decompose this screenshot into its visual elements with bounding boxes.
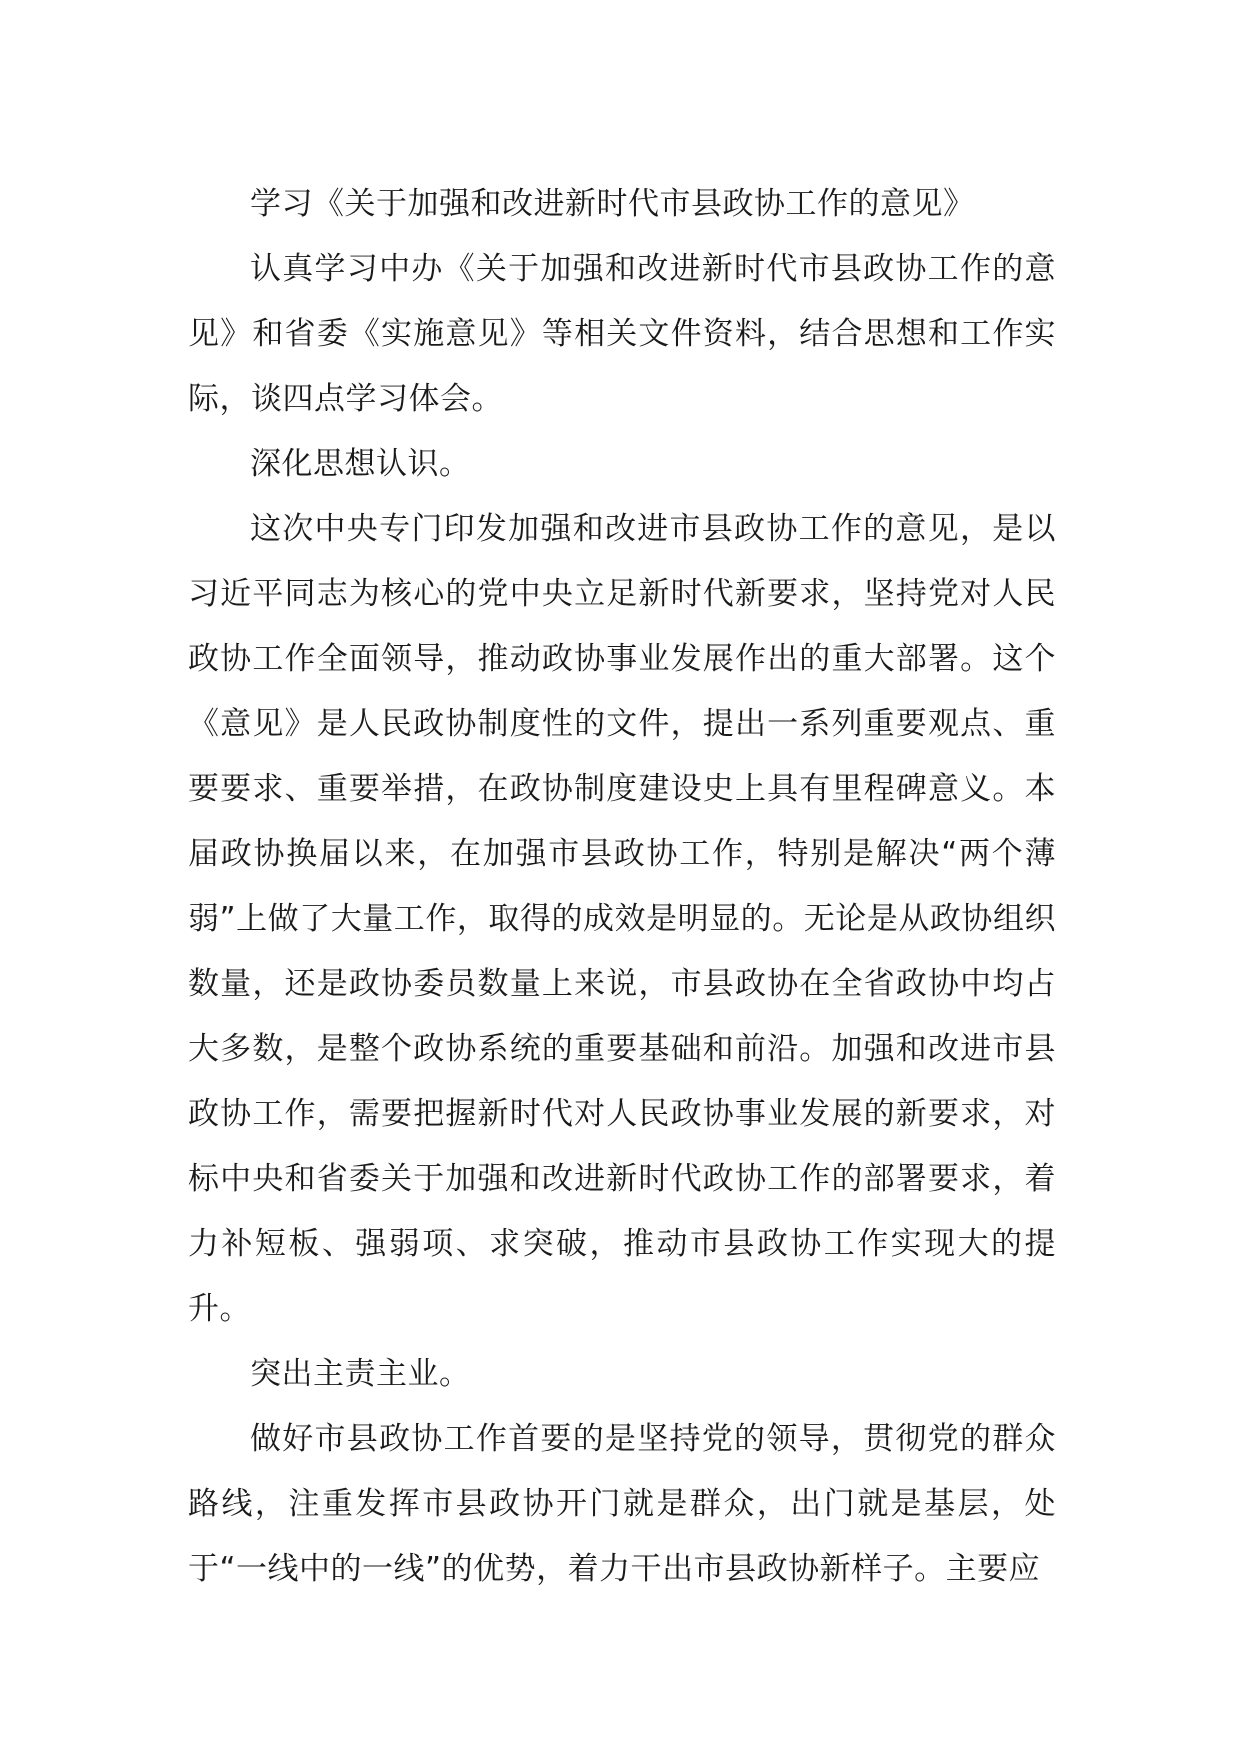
intro-paragraph: 认真学习中办《关于加强和改进新时代市县政协工作的意见》和省委《实施意见》等相关文件资料，结合思想和工作实际，谈四点学习体会。 bbox=[188, 251, 1056, 417]
document-body bbox=[188, 172, 1056, 1602]
body-paragraph: 这次中央专门印发加强和改进市县政协工作的意见，是以习近平同志为核心的党中央立足新时代新要求，坚持党对人民政协工作全面领导，推动政协事业发展作出的重大部署。这个《意见》是人民政协制度性的文件，提出一系列重要观点、重要要求、重要举措，在政协制度建设史上具有里程碑意义。本届政协换届以来，在加强市县政协工作，特别是解决“两个薄弱”上做了大量工作，取得的成效是明显的。无论是从政协组织数量，还是政协委员数量上来说，市县政协在全省政协中均占大多数，是整个政协系统的重要基础和前沿。加强和改进市县政协工作，需要把握新时代对人民政协事业发展的新要求，对标中央和省委关于加强和改进新时代政协工作的部署要求，着力补短板、强弱项、求突破，推动市县政协工作实现大的提升。 bbox=[188, 511, 1056, 1327]
document-title: 学习《关于加强和改进新时代市县政协工作的意见》 bbox=[250, 186, 975, 222]
body-paragraph: 做好市县政协工作首要的是坚持党的领导，贯彻党的群众路线，注重发挥市县政协开门就是群众，出门就是基层，处于“一线中的一线”的优势，着力干出市县政协新样子。主要应 bbox=[188, 1421, 1056, 1587]
section-heading-deepen-understanding: 深化思想认识。 bbox=[250, 446, 471, 482]
section-heading-main-duties: 突出主责主业。 bbox=[250, 1356, 471, 1392]
